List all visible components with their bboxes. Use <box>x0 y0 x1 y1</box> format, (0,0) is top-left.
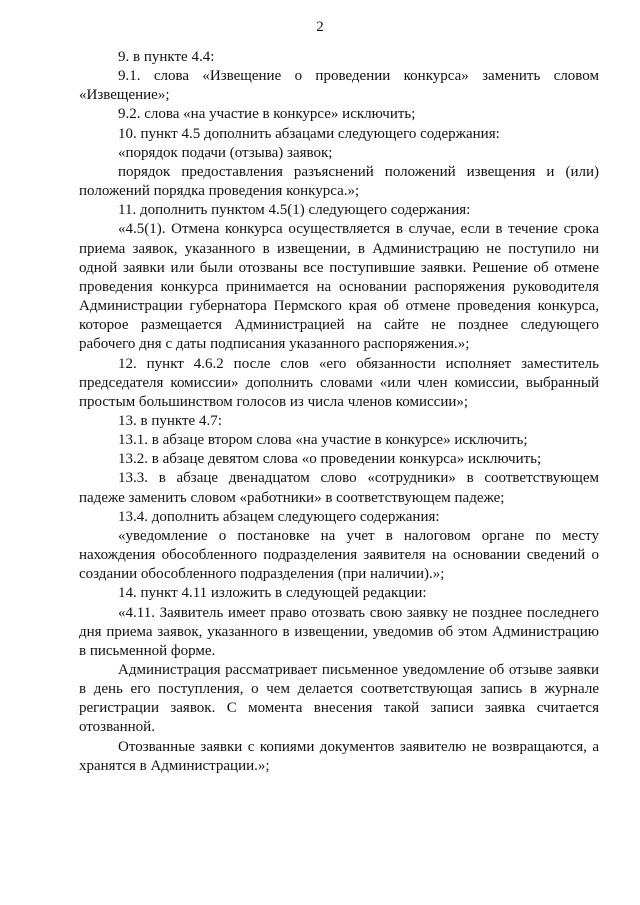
paragraph: порядок предоставления разъяснений положений извещения и (или) положений порядка проведения конкурса.»; <box>79 163 599 200</box>
paragraph: 12. пункт 4.6.2 после слов «его обязанности исполняет заместитель председателя комиссии» дополнить словами «или член комиссии, выбранный простым большинством голосов из числа членов комиссии»; <box>79 355 599 410</box>
paragraph: 13.3. в абзаце двенадцатом слово «сотрудники» в соответствующем падеже заменить словом «работники» в соответствующем падеже; <box>79 470 599 506</box>
paragraph: 9.2. слова «на участие в конкурсе» исключить; <box>118 106 416 123</box>
paragraph: 9.1. слова «Извещение о проведении конкурса» заменить словом «Извещение»; <box>79 68 599 104</box>
paragraph: Администрация рассматривает письменное уведомление об отзыве заявки в день его поступления, о чем делается соответствующая запись в журнале регистрации заявок. С момента внесения такой записи заявка считается отозванной. <box>79 662 599 736</box>
document-body <box>79 48 599 776</box>
paragraph: 10. пункт 4.5 дополнить абзацами следующего содержания: <box>118 125 500 142</box>
paragraph: 13.4. дополнить абзацем следующего содержания: <box>118 508 440 525</box>
paragraph: 11. дополнить пунктом 4.5(1) следующего содержания: <box>118 202 471 219</box>
paragraph: «уведомление о постановке на учет в налоговом органе по месту нахождения обособленного подразделения заявителя на основании сведений о создании обособленного подразделения (при наличии).»; <box>79 527 599 583</box>
page-number: 2 <box>316 19 324 35</box>
paragraph: «4.5(1). Отмена конкурса осуществляется в случае, если в течение срока приема заявок, указанного в извещении, в Администрацию не поступило ни одной заявки или были отозваны все поступившие заявки. Решение об отмене проведения конкурса принимается на основании распоряжения руководителя Администрации губернатора Пермского края об отмене проведения конкурса, которое размещается Администрацией на сайте не позднее следующего рабочего дня с даты подписания указанного распоряжения.»; <box>79 221 599 353</box>
paragraph: «4.11. Заявитель имеет право отозвать свою заявку не позднее последнего дня приема заявок, указанного в извещении, уведомив об этом Администрацию в письменной форме. <box>79 604 599 659</box>
paragraph: Отозванные заявки с копиями документов заявителю не возвращаются, а хранятся в Администрации.»; <box>79 738 599 774</box>
paragraph: «порядок подачи (отзыва) заявок; <box>118 144 333 161</box>
paragraph: 13.2. в абзаце девятом слова «о проведении конкурса» исключить; <box>118 451 542 468</box>
paragraph: 9. в пункте 4.4: <box>118 49 215 65</box>
paragraph: 14. пункт 4.11 изложить в следующей редакции: <box>118 585 427 602</box>
paragraph: 13. в пункте 4.7: <box>118 412 222 429</box>
paragraph: 13.1. в абзаце втором слова «на участие в конкурсе» исключить; <box>118 432 528 449</box>
